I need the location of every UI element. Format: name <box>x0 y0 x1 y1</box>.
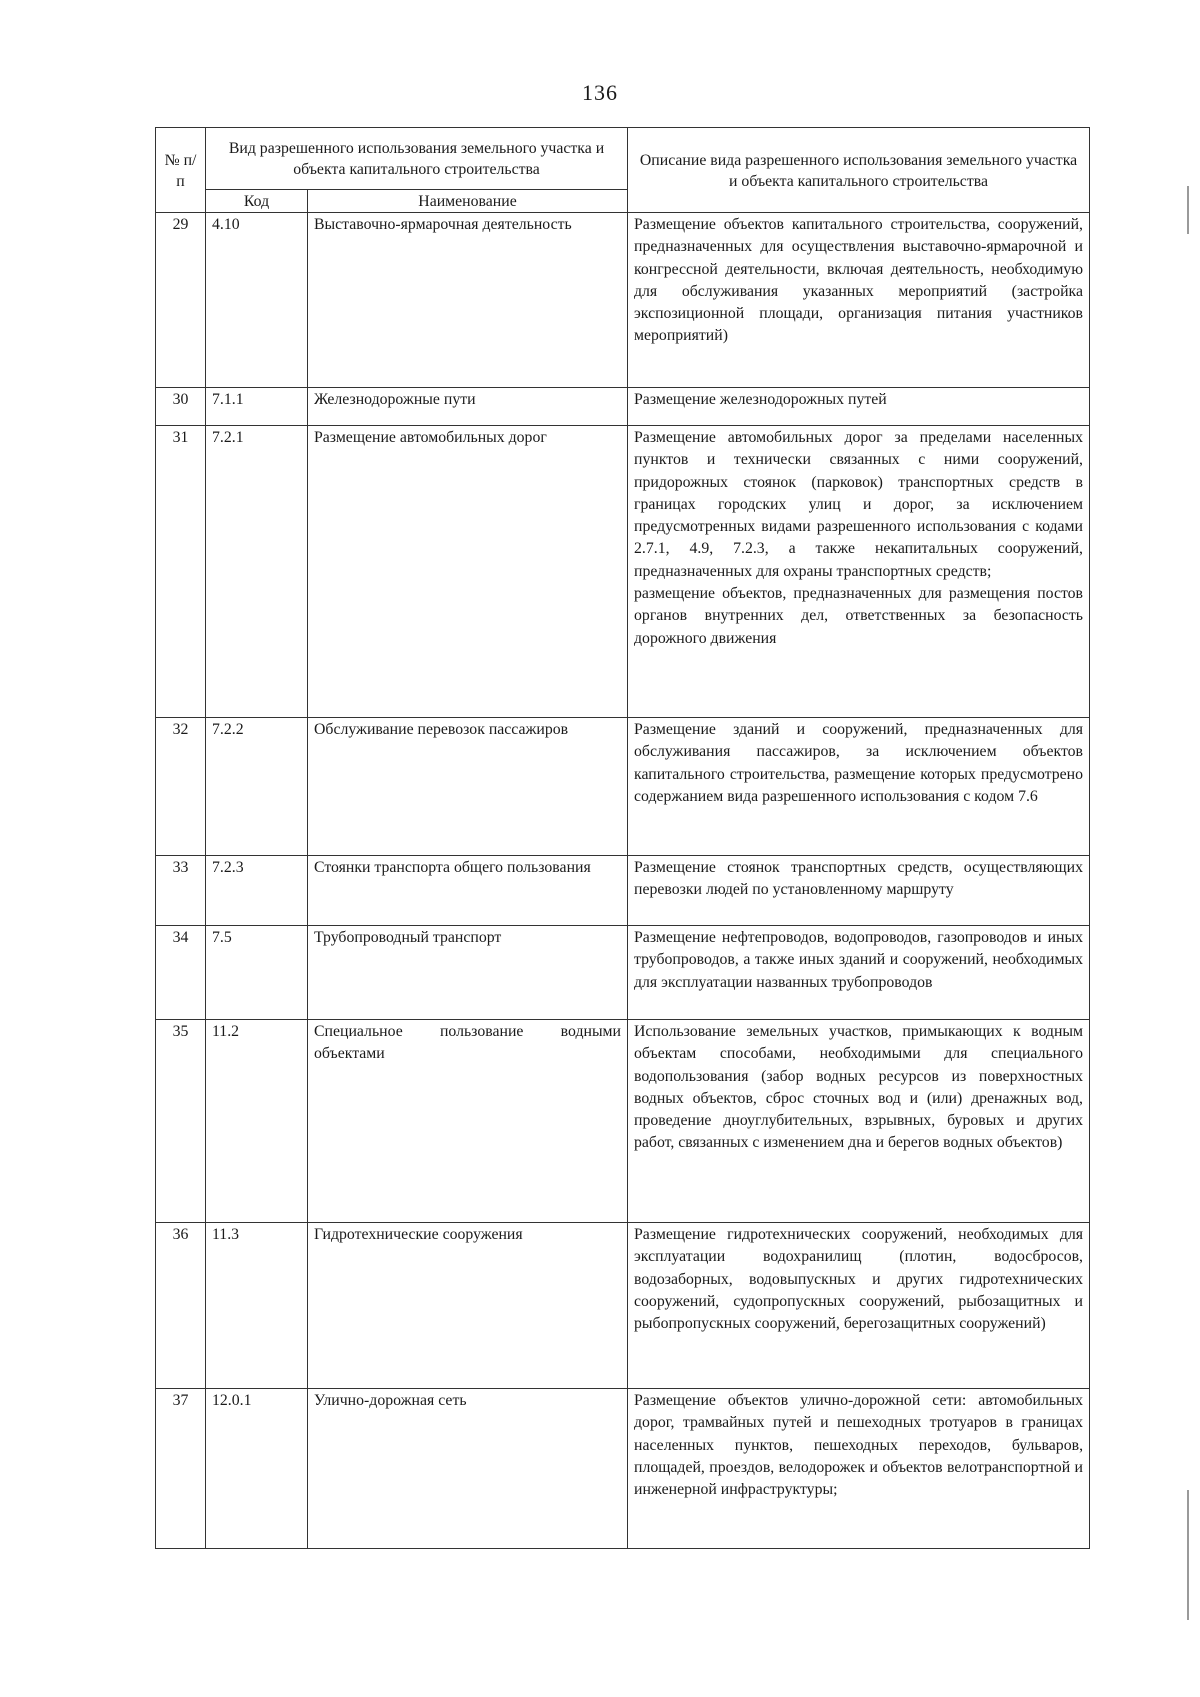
row-name: Размещение автомобильных дорог <box>308 426 628 718</box>
row-number: 36 <box>156 1223 206 1389</box>
scan-edge-mark <box>1187 186 1189 234</box>
row-name: Обслуживание перевозок пассажиров <box>308 718 628 856</box>
row-code: 7.2.1 <box>206 426 308 718</box>
row-description <box>628 718 1090 856</box>
row-description <box>628 426 1090 718</box>
table-row <box>156 856 1090 926</box>
row-name: Стоянки транспорта общего пользования <box>308 856 628 926</box>
table-row <box>156 718 1090 856</box>
row-name: Специальное пользование водными объектами <box>308 1020 628 1223</box>
table-row <box>156 1389 1090 1549</box>
table-row <box>156 388 1090 426</box>
row-number: 34 <box>156 926 206 1020</box>
row-description <box>628 926 1090 1020</box>
header-number: № п/п <box>156 128 206 213</box>
row-code: 12.0.1 <box>206 1389 308 1549</box>
row-code: 7.1.1 <box>206 388 308 426</box>
row-code: 7.2.3 <box>206 856 308 926</box>
header-code: Код <box>206 190 308 213</box>
row-number: 33 <box>156 856 206 926</box>
row-description <box>628 856 1090 926</box>
description-paragraph: размещение объектов, предназначенных для размещения постов органов внутренних дел, ответственных за безопасность дорожного движения <box>634 585 1084 647</box>
description-paragraph: Размещение автомобильных дорог за пределами населенных пунктов и технически связанных с ними сооружений, придорожных стоянок (парковок) транспортных средств в границах городских улиц и дорог, за исключением предусмотренных видами разрешенного использования с кодами 2.7.1, 4.9, 7.2.3, а также некапитальных сооружений, предназначенных для охраны транспортных средств; <box>634 429 1084 580</box>
row-name: Выставочно-ярмарочная деятельность <box>308 213 628 388</box>
table-header <box>156 128 1090 213</box>
scan-edge-mark <box>1187 1490 1189 1620</box>
table-body <box>156 213 1090 1549</box>
row-description <box>628 388 1090 426</box>
row-name: Железнодорожные пути <box>308 388 628 426</box>
description-paragraph: Размещение нефтепроводов, водопроводов, газопроводов и иных трубопроводов, а также иных зданий и сооружений, необходимых для эксплуатации названных трубопроводов <box>634 929 1084 991</box>
header-name: Наименование <box>308 190 628 213</box>
row-number: 37 <box>156 1389 206 1549</box>
table-row <box>156 426 1090 718</box>
row-number: 29 <box>156 213 206 388</box>
page-number: 136 <box>582 80 618 105</box>
table-row <box>156 1020 1090 1223</box>
row-number: 35 <box>156 1020 206 1223</box>
row-number: 30 <box>156 388 206 426</box>
row-description <box>628 1223 1090 1389</box>
row-code: 4.10 <box>206 213 308 388</box>
row-name: Гидротехнические сооружения <box>308 1223 628 1389</box>
row-name: Улично-дорожная сеть <box>308 1389 628 1549</box>
header-use-type: Вид разрешенного использования земельного участка и объекта капитального строительства <box>206 128 628 190</box>
row-code: 7.5 <box>206 926 308 1020</box>
description-paragraph: Размещение объектов капитального строительства, сооружений, предназначенных для осуществления выставочно-ярмарочной и конгрессной деятельности, включая деятельность, необходимую для обслуживания указанных мероприятий (застройка экспозиционной площади, организация питания участников мероприятий) <box>634 216 1084 345</box>
description-paragraph: Размещение объектов улично-дорожной сети: автомобильных дорог, трамвайных путей и пешеходных тротуаров в границах населенных пунктов, пешеходных переходов, бульваров, площадей, проездов, велодорожек и объектов велотранспортной и инженерной инфраструктуры; <box>634 1392 1084 1499</box>
description-paragraph: Использование земельных участков, примыкающих к водным объектам способами, необходимыми для специального водопользования (забор водных ресурсов из поверхностных водных объектов, сброс сточных вод и (или) дренажных вод, проведение дноуглубительных, взрывных, буровых и других работ, связанных с изменением дна и берегов водных объектов) <box>634 1023 1084 1152</box>
table-row <box>156 213 1090 388</box>
row-number: 32 <box>156 718 206 856</box>
table-row <box>156 926 1090 1020</box>
description-paragraph: Размещение зданий и сооружений, предназначенных для обслуживания пассажиров, за исключением объектов капитального строительства, размещение которых предусмотрено содержанием вида разрешенного использования с кодом 7.6 <box>634 721 1084 805</box>
row-description <box>628 1389 1090 1549</box>
description-paragraph: Размещение гидротехнических сооружений, необходимых для эксплуатации водохранилищ (плотин, водосбросов, водозаборных, водовыпускных и других гидротехнических сооружений, судопропускных сооружений, рыбозащитных и рыбопропускных сооружений, берегозащитных сооружений) <box>634 1226 1084 1333</box>
description-paragraph: Размещение стоянок транспортных средств, осуществляющих перевозки людей по установленному маршруту <box>634 859 1084 899</box>
row-number: 31 <box>156 426 206 718</box>
row-description <box>628 1020 1090 1223</box>
row-description <box>628 213 1090 388</box>
header-description: Описание вида разрешенного использования земельного участка и объекта капитального строительства <box>628 128 1090 213</box>
row-code: 11.2 <box>206 1020 308 1223</box>
table-row <box>156 1223 1090 1389</box>
description-paragraph: Размещение железнодорожных путей <box>634 391 887 408</box>
row-code: 11.3 <box>206 1223 308 1389</box>
row-code: 7.2.2 <box>206 718 308 856</box>
row-name: Трубопроводный транспорт <box>308 926 628 1020</box>
land-use-table <box>155 127 1090 1549</box>
